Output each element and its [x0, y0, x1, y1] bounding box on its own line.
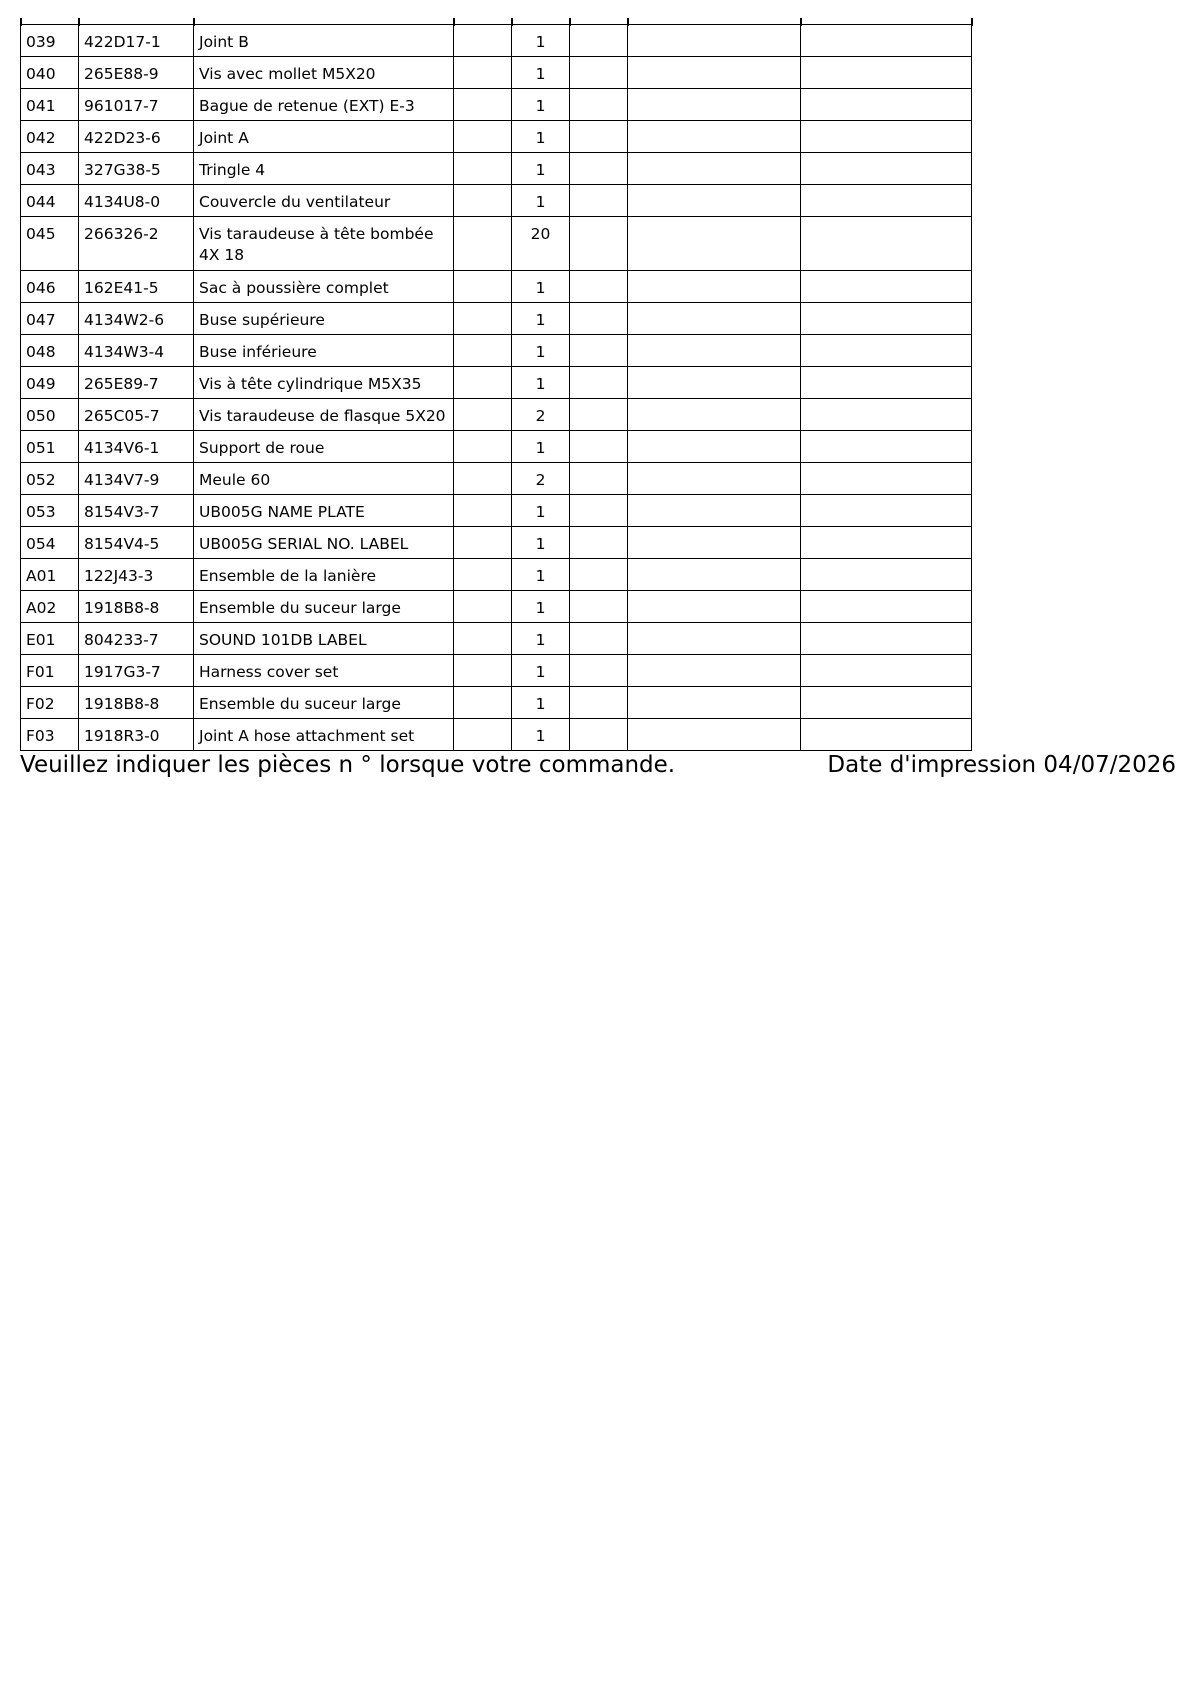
part-reference-cell: 265C05-7 — [79, 399, 194, 431]
empty-cell — [801, 431, 972, 463]
empty-cell — [628, 527, 801, 559]
empty-cell — [454, 25, 512, 57]
empty-cell — [454, 303, 512, 335]
part-description-cell: Buse inférieure — [194, 335, 454, 367]
empty-cell — [628, 335, 801, 367]
part-description-cell: SOUND 101DB LABEL — [194, 623, 454, 655]
part-reference-cell: 162E41-5 — [79, 271, 194, 303]
quantity-cell: 1 — [512, 367, 570, 399]
table-row — [21, 623, 972, 655]
empty-cell — [570, 335, 628, 367]
empty-cell — [454, 57, 512, 89]
empty-cell — [570, 271, 628, 303]
empty-cell — [454, 185, 512, 217]
table-row — [21, 655, 972, 687]
quantity-cell: 1 — [512, 25, 570, 57]
table-row — [21, 527, 972, 559]
table-row — [21, 559, 972, 591]
empty-cell — [454, 153, 512, 185]
empty-cell — [628, 367, 801, 399]
part-reference-cell: 4134W3-4 — [79, 335, 194, 367]
empty-cell — [570, 559, 628, 591]
item-number-cell: 040 — [21, 57, 79, 89]
part-description-cell: Ensemble du suceur large — [194, 591, 454, 623]
quantity-cell: 1 — [512, 495, 570, 527]
empty-cell — [570, 57, 628, 89]
part-description-cell: Sac à poussière complet — [194, 271, 454, 303]
table-row — [21, 463, 972, 495]
item-number-cell: F02 — [21, 687, 79, 719]
empty-cell — [454, 271, 512, 303]
quantity-cell: 1 — [512, 335, 570, 367]
item-number-cell: A01 — [21, 559, 79, 591]
item-number-cell: 043 — [21, 153, 79, 185]
empty-cell — [570, 217, 628, 271]
table-row — [21, 591, 972, 623]
empty-cell — [570, 89, 628, 121]
empty-cell — [570, 367, 628, 399]
table-row — [21, 271, 972, 303]
quantity-cell: 1 — [512, 591, 570, 623]
empty-cell — [628, 57, 801, 89]
quantity-cell: 1 — [512, 271, 570, 303]
empty-cell — [454, 431, 512, 463]
empty-cell — [454, 687, 512, 719]
table-row — [21, 335, 972, 367]
part-description-cell: Joint A hose attachment set — [194, 719, 454, 751]
empty-cell — [570, 655, 628, 687]
table-row — [21, 399, 972, 431]
empty-cell — [628, 185, 801, 217]
item-number-cell: 045 — [21, 217, 79, 271]
empty-cell — [570, 687, 628, 719]
quantity-cell: 1 — [512, 121, 570, 153]
part-reference-cell: 4134V7-9 — [79, 463, 194, 495]
table-row — [21, 25, 972, 57]
empty-cell — [801, 89, 972, 121]
part-description-cell: Joint B — [194, 25, 454, 57]
part-description-cell: Vis avec mollet M5X20 — [194, 57, 454, 89]
quantity-cell: 1 — [512, 655, 570, 687]
part-description-cell: Ensemble de la lanière — [194, 559, 454, 591]
empty-cell — [570, 399, 628, 431]
quantity-cell: 1 — [512, 185, 570, 217]
empty-cell — [801, 25, 972, 57]
empty-cell — [570, 431, 628, 463]
empty-cell — [628, 495, 801, 527]
item-number-cell: 048 — [21, 335, 79, 367]
empty-cell — [454, 591, 512, 623]
table-row — [21, 367, 972, 399]
table-row — [21, 431, 972, 463]
empty-cell — [801, 399, 972, 431]
part-reference-cell: 4134V6-1 — [79, 431, 194, 463]
part-description-cell: Vis taraudeuse à tête bombée 4X 18 — [194, 217, 454, 271]
quantity-cell: 1 — [512, 559, 570, 591]
part-description-cell: Tringle 4 — [194, 153, 454, 185]
item-number-cell: F01 — [21, 655, 79, 687]
parts-table — [20, 24, 972, 751]
part-reference-cell: 961017-7 — [79, 89, 194, 121]
empty-cell — [454, 217, 512, 271]
table-row — [21, 89, 972, 121]
part-reference-cell: 1918B8-8 — [79, 591, 194, 623]
empty-cell — [454, 399, 512, 431]
empty-cell — [628, 217, 801, 271]
empty-cell — [454, 655, 512, 687]
item-number-cell: E01 — [21, 623, 79, 655]
empty-cell — [454, 623, 512, 655]
empty-cell — [454, 559, 512, 591]
empty-cell — [570, 527, 628, 559]
part-reference-cell: 422D23-6 — [79, 121, 194, 153]
empty-cell — [628, 591, 801, 623]
empty-cell — [801, 559, 972, 591]
empty-cell — [801, 527, 972, 559]
part-description-cell: UB005G NAME PLATE — [194, 495, 454, 527]
quantity-cell: 2 — [512, 463, 570, 495]
empty-cell — [628, 271, 801, 303]
quantity-cell: 20 — [512, 217, 570, 271]
empty-cell — [801, 623, 972, 655]
empty-cell — [801, 335, 972, 367]
quantity-cell: 1 — [512, 57, 570, 89]
empty-cell — [628, 89, 801, 121]
quantity-cell: 2 — [512, 399, 570, 431]
empty-cell — [454, 121, 512, 153]
empty-cell — [801, 121, 972, 153]
part-description-cell: UB005G SERIAL NO. LABEL — [194, 527, 454, 559]
empty-cell — [801, 303, 972, 335]
empty-cell — [628, 623, 801, 655]
empty-cell — [801, 591, 972, 623]
part-reference-cell: 1918R3-0 — [79, 719, 194, 751]
part-reference-cell: 804233-7 — [79, 623, 194, 655]
part-reference-cell: 266326-2 — [79, 217, 194, 271]
part-reference-cell: 4134U8-0 — [79, 185, 194, 217]
empty-cell — [801, 271, 972, 303]
empty-cell — [570, 153, 628, 185]
table-row — [21, 57, 972, 89]
empty-cell — [801, 57, 972, 89]
empty-cell — [628, 719, 801, 751]
part-reference-cell: 4134W2-6 — [79, 303, 194, 335]
part-reference-cell: 8154V3-7 — [79, 495, 194, 527]
empty-cell — [628, 121, 801, 153]
item-number-cell: 046 — [21, 271, 79, 303]
order-instruction-note: Veuillez indiquer les pièces n ° lorsque votre commande. — [20, 752, 676, 778]
item-number-cell: F03 — [21, 719, 79, 751]
part-description-cell: Buse supérieure — [194, 303, 454, 335]
print-date: Date d'impression 04/07/2026 — [827, 752, 1176, 778]
part-reference-cell: 265E88-9 — [79, 57, 194, 89]
quantity-cell: 1 — [512, 431, 570, 463]
empty-cell — [454, 367, 512, 399]
part-reference-cell: 265E89-7 — [79, 367, 194, 399]
empty-cell — [454, 335, 512, 367]
part-description-cell: Joint A — [194, 121, 454, 153]
empty-cell — [570, 719, 628, 751]
part-reference-cell: 422D17-1 — [79, 25, 194, 57]
quantity-cell: 1 — [512, 687, 570, 719]
quantity-cell: 1 — [512, 719, 570, 751]
item-number-cell: 053 — [21, 495, 79, 527]
empty-cell — [628, 303, 801, 335]
quantity-cell: 1 — [512, 527, 570, 559]
empty-cell — [628, 153, 801, 185]
empty-cell — [801, 217, 972, 271]
empty-cell — [570, 303, 628, 335]
item-number-cell: 054 — [21, 527, 79, 559]
part-description-cell: Meule 60 — [194, 463, 454, 495]
empty-cell — [570, 623, 628, 655]
item-number-cell: 052 — [21, 463, 79, 495]
part-reference-cell: 1918B8-8 — [79, 687, 194, 719]
empty-cell — [801, 687, 972, 719]
empty-cell — [628, 25, 801, 57]
item-number-cell: 039 — [21, 25, 79, 57]
empty-cell — [628, 463, 801, 495]
table-row — [21, 303, 972, 335]
quantity-cell: 1 — [512, 153, 570, 185]
part-description-cell: Couvercle du ventilateur — [194, 185, 454, 217]
item-number-cell: 042 — [21, 121, 79, 153]
part-description-cell: Ensemble du suceur large — [194, 687, 454, 719]
part-reference-cell: 1917G3-7 — [79, 655, 194, 687]
empty-cell — [801, 655, 972, 687]
item-number-cell: 051 — [21, 431, 79, 463]
table-row — [21, 687, 972, 719]
table-row — [21, 217, 972, 271]
quantity-cell: 1 — [512, 89, 570, 121]
empty-cell — [628, 399, 801, 431]
table-row — [21, 121, 972, 153]
part-reference-cell: 122J43-3 — [79, 559, 194, 591]
table-row — [21, 719, 972, 751]
part-description-cell: Vis taraudeuse de flasque 5X20 — [194, 399, 454, 431]
empty-cell — [801, 185, 972, 217]
empty-cell — [454, 89, 512, 121]
table-row — [21, 495, 972, 527]
empty-cell — [570, 25, 628, 57]
empty-cell — [454, 527, 512, 559]
empty-cell — [628, 655, 801, 687]
empty-cell — [454, 719, 512, 751]
empty-cell — [801, 153, 972, 185]
empty-cell — [454, 495, 512, 527]
parts-table-body — [21, 25, 972, 751]
empty-cell — [628, 559, 801, 591]
table-row — [21, 153, 972, 185]
item-number-cell: 047 — [21, 303, 79, 335]
empty-cell — [454, 463, 512, 495]
table-row — [21, 185, 972, 217]
part-description-cell: Support de roue — [194, 431, 454, 463]
empty-cell — [801, 495, 972, 527]
empty-cell — [570, 495, 628, 527]
empty-cell — [570, 121, 628, 153]
part-reference-cell: 8154V4-5 — [79, 527, 194, 559]
quantity-cell: 1 — [512, 623, 570, 655]
empty-cell — [570, 185, 628, 217]
item-number-cell: A02 — [21, 591, 79, 623]
item-number-cell: 044 — [21, 185, 79, 217]
part-description-cell: Harness cover set — [194, 655, 454, 687]
part-description-cell: Vis à tête cylindrique M5X35 — [194, 367, 454, 399]
quantity-cell: 1 — [512, 303, 570, 335]
empty-cell — [801, 463, 972, 495]
item-number-cell: 049 — [21, 367, 79, 399]
empty-cell — [628, 431, 801, 463]
part-reference-cell: 327G38-5 — [79, 153, 194, 185]
empty-cell — [801, 367, 972, 399]
empty-cell — [801, 719, 972, 751]
item-number-cell: 041 — [21, 89, 79, 121]
part-description-cell: Bague de retenue (EXT) E-3 — [194, 89, 454, 121]
empty-cell — [570, 463, 628, 495]
empty-cell — [570, 591, 628, 623]
empty-cell — [628, 687, 801, 719]
item-number-cell: 050 — [21, 399, 79, 431]
